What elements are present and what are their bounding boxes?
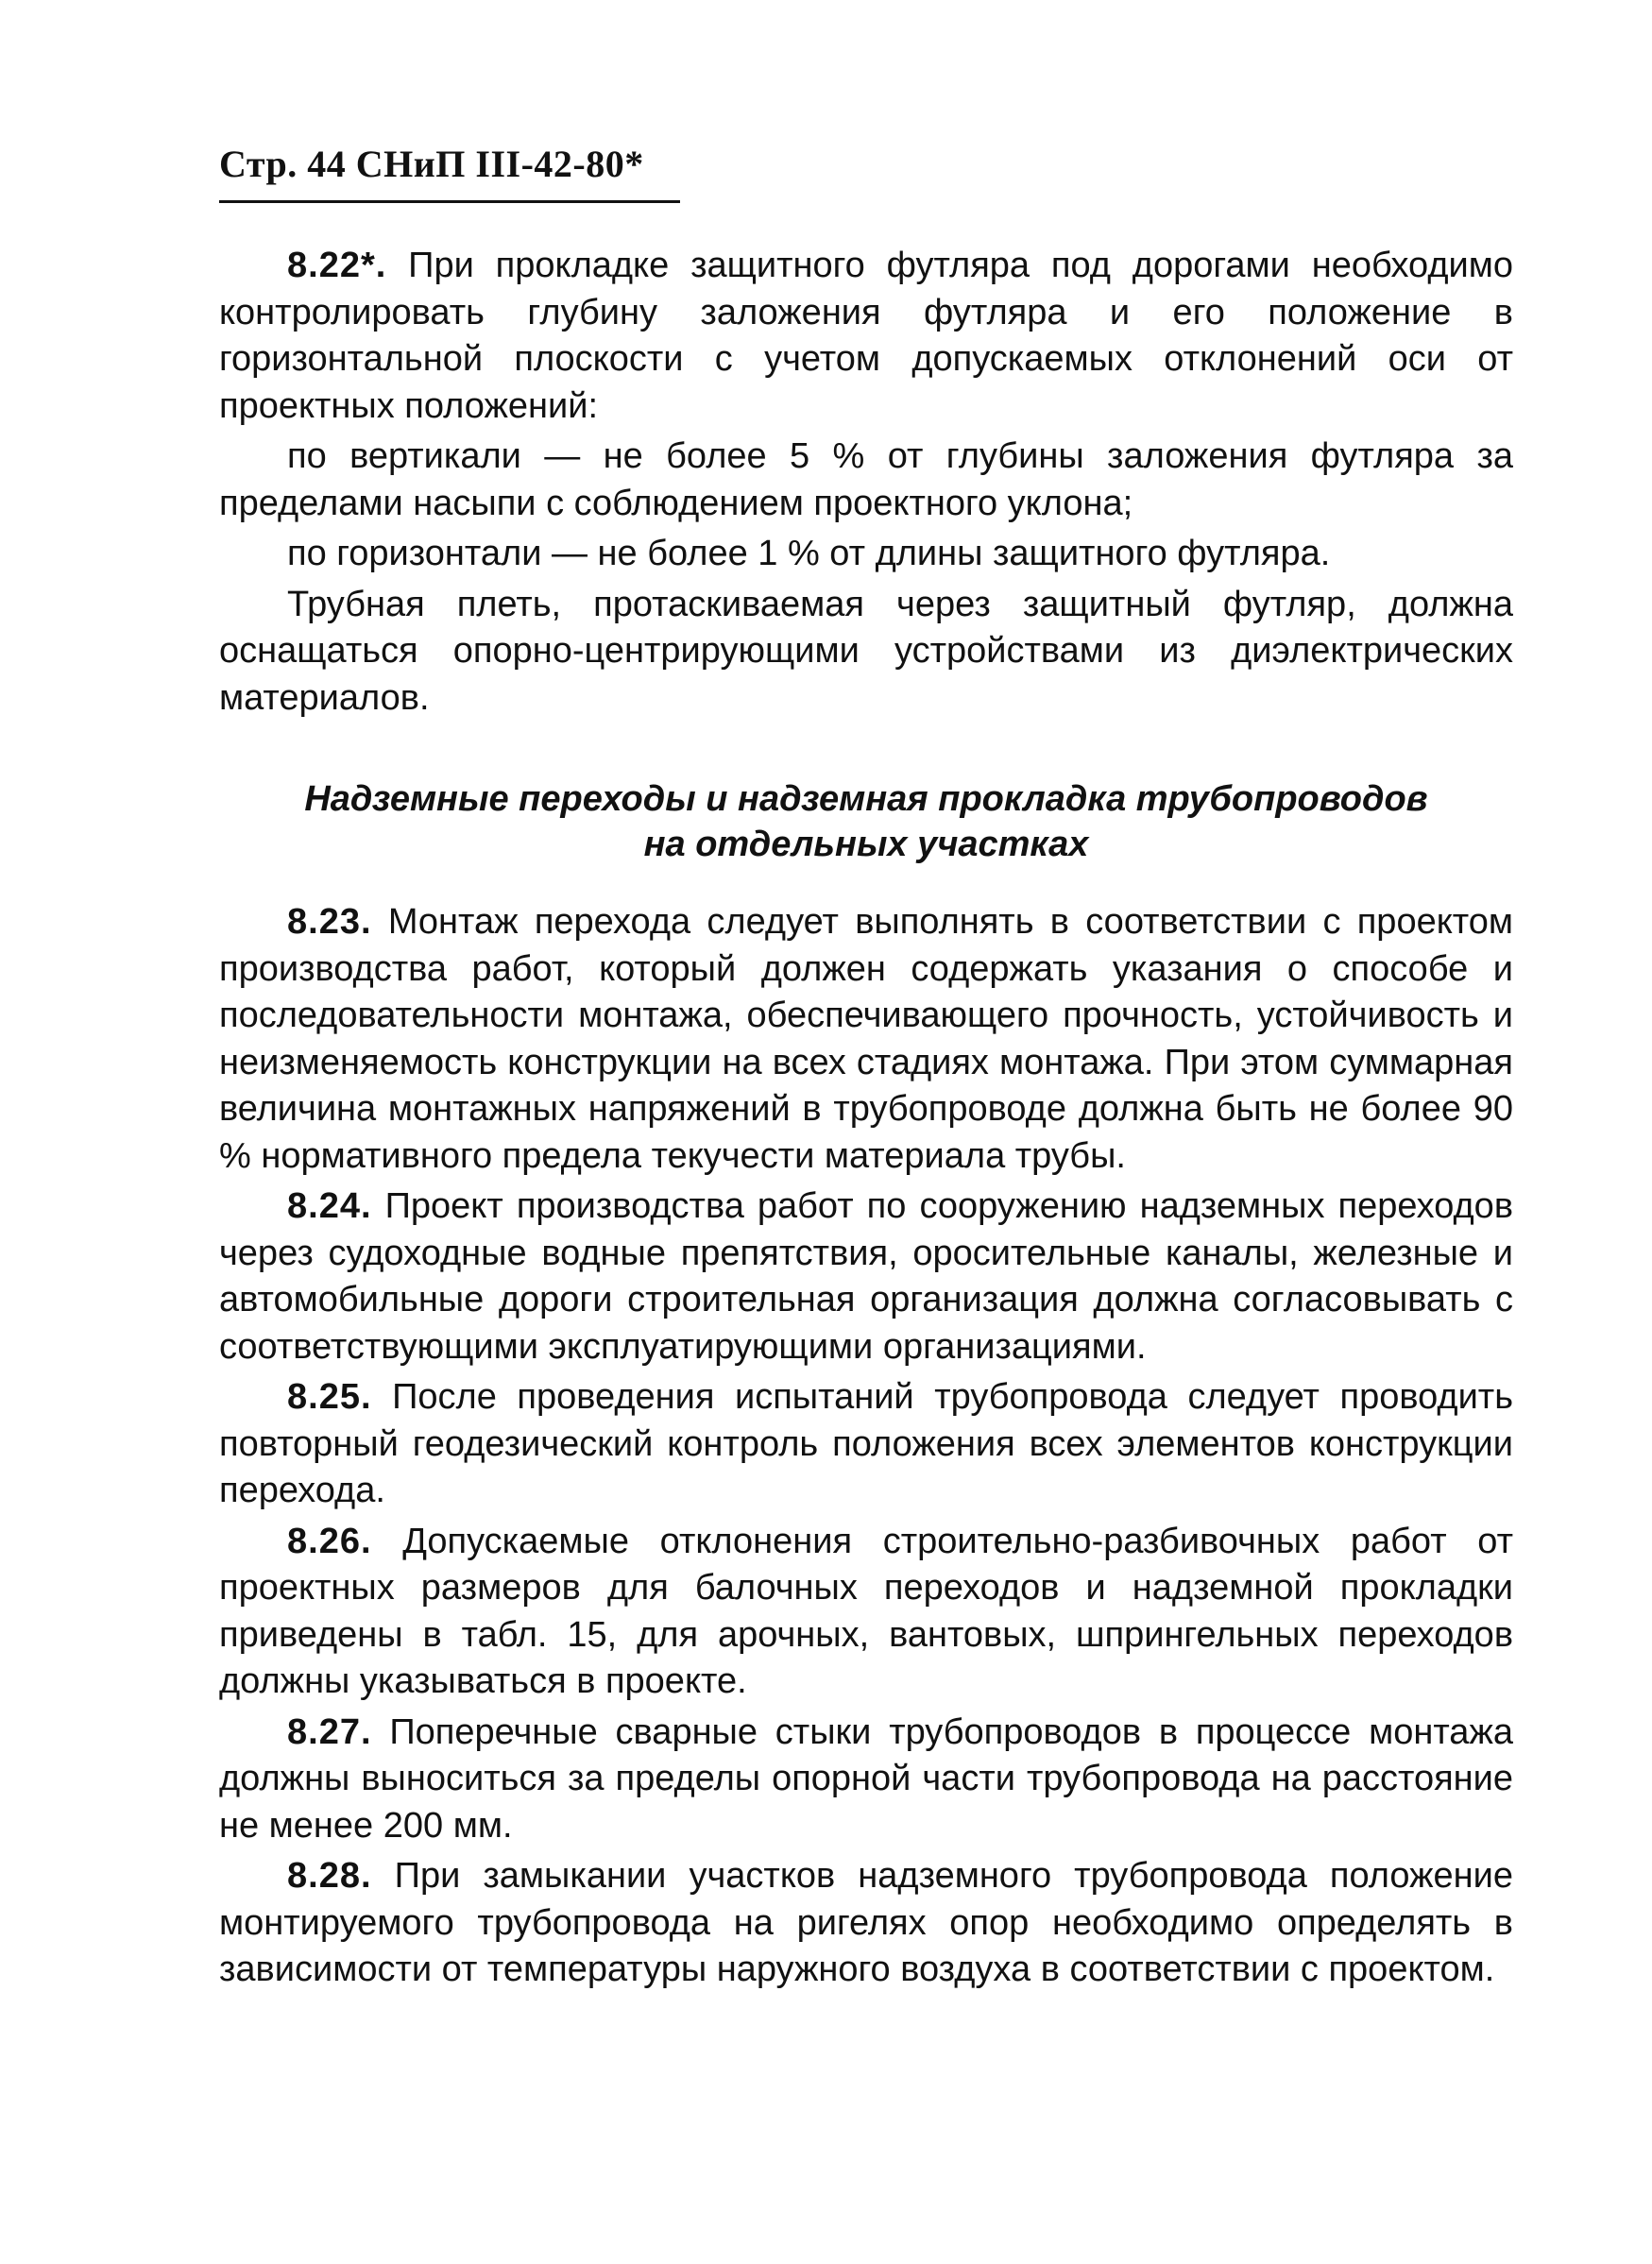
clause-text: Трубная плеть, протаскиваемая через защитный футляр, должна оснащаться опорно-центрирующими устройствами из диэлектрических материалов. (219, 584, 1513, 718)
clause-number: 8.26. (287, 1521, 372, 1561)
clause-8-22-vertical (219, 434, 1513, 527)
clause-text: Поперечные сварные стыки трубопроводов в процессе монтажа должны выноситься за пределы опорной части трубопровода на расстояние не менее 200 мм. (219, 1711, 1513, 1846)
clause-text: по вертикали — не более 5 % от глубины заложения футляра за пределами насыпи с соблюдением проектного уклона; (219, 436, 1513, 523)
clause-8-26 (219, 1519, 1513, 1706)
clause-number: 8.25. (287, 1377, 372, 1417)
clause-8-23 (219, 899, 1513, 1180)
clause-text: При замыкании участков надземного трубопровода положение монтируемого трубопровода на ригелях опор необходимо определять в зависимости от температуры наружного воздуха в соответствии с проектом. (219, 1856, 1513, 1989)
clause-text: Монтаж перехода следует выполнять в соответствии с проектом производства работ, который должен содержать указания о способе и последовательности монтажа, обеспечивающего прочность, устойчивость и неизменяемость конструкции на всех стадиях монтажа. При этом суммарная величина монтажных напряжений в трубопроводе должна быть не более 90 % нормативного предела текучести материала трубы. (219, 902, 1513, 1176)
clause-8-25 (219, 1374, 1513, 1515)
clause-8-22-horizontal (219, 531, 1513, 578)
document-page (219, 142, 1513, 1994)
clause-number: 8.23. (287, 902, 372, 942)
clause-8-22-pipe-note (219, 582, 1513, 723)
clause-number: 8.28. (287, 1856, 372, 1896)
document-body (219, 243, 1513, 1994)
section-heading (219, 776, 1513, 867)
clause-number: 8.22*. (287, 246, 387, 285)
clause-number: 8.27. (287, 1711, 372, 1752)
clause-text: по горизонтали — не более 1 % от длины защитного футляра. (287, 534, 1331, 573)
clause-8-24 (219, 1183, 1513, 1370)
clause-8-28 (219, 1853, 1513, 1994)
clause-text: Проект производства работ по сооружению надземных переходов через судоходные водные препятствия, оросительные каналы, железные и автомобильные дороги строительная организация должна согласовывать с соответствующими эксплуатирующими организациями. (219, 1186, 1514, 1367)
clause-text: После проведения испытаний трубопровода следует проводить повторный геодезический контроль положения всех элементов конструкции перехода. (219, 1377, 1514, 1510)
clause-8-27 (219, 1710, 1513, 1850)
section-heading-line: на отдельных участках (643, 825, 1089, 864)
running-head: Стр. 44 СНиП III-42-80* (219, 142, 680, 203)
clause-8-22 (219, 243, 1513, 430)
section-heading-line: Надземные переходы и надземная прокладка трубопроводов (304, 779, 1428, 819)
clause-text: Допускаемые отклонения строительно-разбивочных работ от проектных размеров для балочных переходов и надземной прокладки приведены в табл. 15, для арочных, вантовых, шпрингельных переходов должны указываться в проекте. (219, 1521, 1513, 1701)
clause-text: При прокладке защитного футляра под дорогами необходимо контролировать глубину заложения футляра и его положение в горизонтальной плоскости с учетом допускаемых отклонений оси от проектных положений: (219, 246, 1513, 426)
clause-number: 8.24. (287, 1186, 372, 1226)
